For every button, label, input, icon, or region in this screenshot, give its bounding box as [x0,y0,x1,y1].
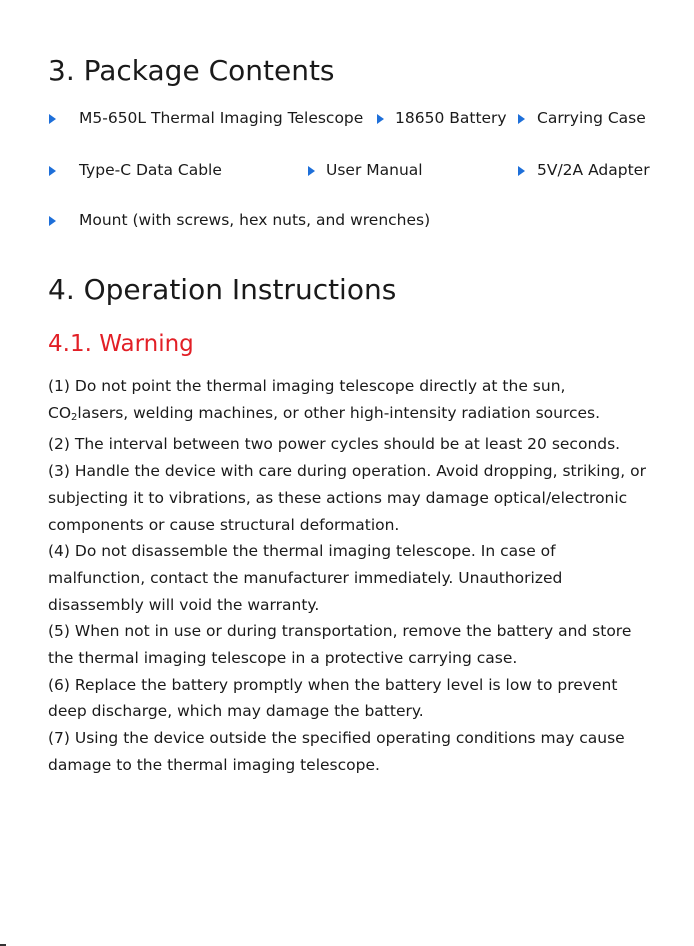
subscript: 2 [71,411,78,423]
warning-item-2: (2) The interval between two power cycles should be at least 20 seconds. [48,435,621,454]
bullet-triangle-icon [518,114,525,124]
operation-instructions-title: 4. Operation Instructions [48,273,397,306]
package-item: Mount (with screws, hex nuts, and wrenches) [79,211,431,229]
bullet-triangle-icon [377,114,384,124]
warning-item-4: (4) Do not disassemble the thermal imaging telescope. In case of malfunction, contact the manufacturer immediately. Unauthorized disassembly will void the warranty. [48,542,563,614]
warning-list [48,373,648,779]
bullet-triangle-icon [518,166,525,176]
bullet-triangle-icon [308,166,315,176]
warning-item-3: (3) Handle the device with care during operation. Avoid dropping, striking, or subjecting it to vibrations, as these actions may damage optical/electronic components or cause structural deformation. [48,462,646,534]
warning-item-6: (6) Replace the battery promptly when the battery level is low to prevent deep discharge, which may damage the battery. [48,675,618,721]
warning-text: (1) Do not point the thermal imaging telescope directly at the sun, CO [48,377,566,422]
package-item: Carrying Case [537,109,646,127]
package-contents-title: 3. Package Contents [48,54,335,87]
package-item: M5-650L Thermal Imaging Telescope [79,109,364,127]
bullet-triangle-icon [49,114,56,124]
warning-subtitle: 4.1. Warning [48,331,194,357]
warning-item-1 [48,373,648,431]
warning-text: lasers, welding machines, or other high-intensity radiation sources. [77,403,601,422]
package-item: User Manual [326,161,423,179]
package-item: 5V/2A Adapter [537,161,650,179]
package-item: Type-C Data Cable [79,161,222,179]
bullet-triangle-icon [49,216,56,226]
bullet-triangle-icon [49,166,56,176]
package-item: 18650 Battery [395,109,507,127]
warning-item-5: (5) When not in use or during transportation, remove the battery and store the thermal imaging telescope in a protective carrying case. [48,622,632,668]
warning-item-7: (7) Using the device outside the specified operating conditions may cause damage to the thermal imaging telescope. [48,729,625,774]
